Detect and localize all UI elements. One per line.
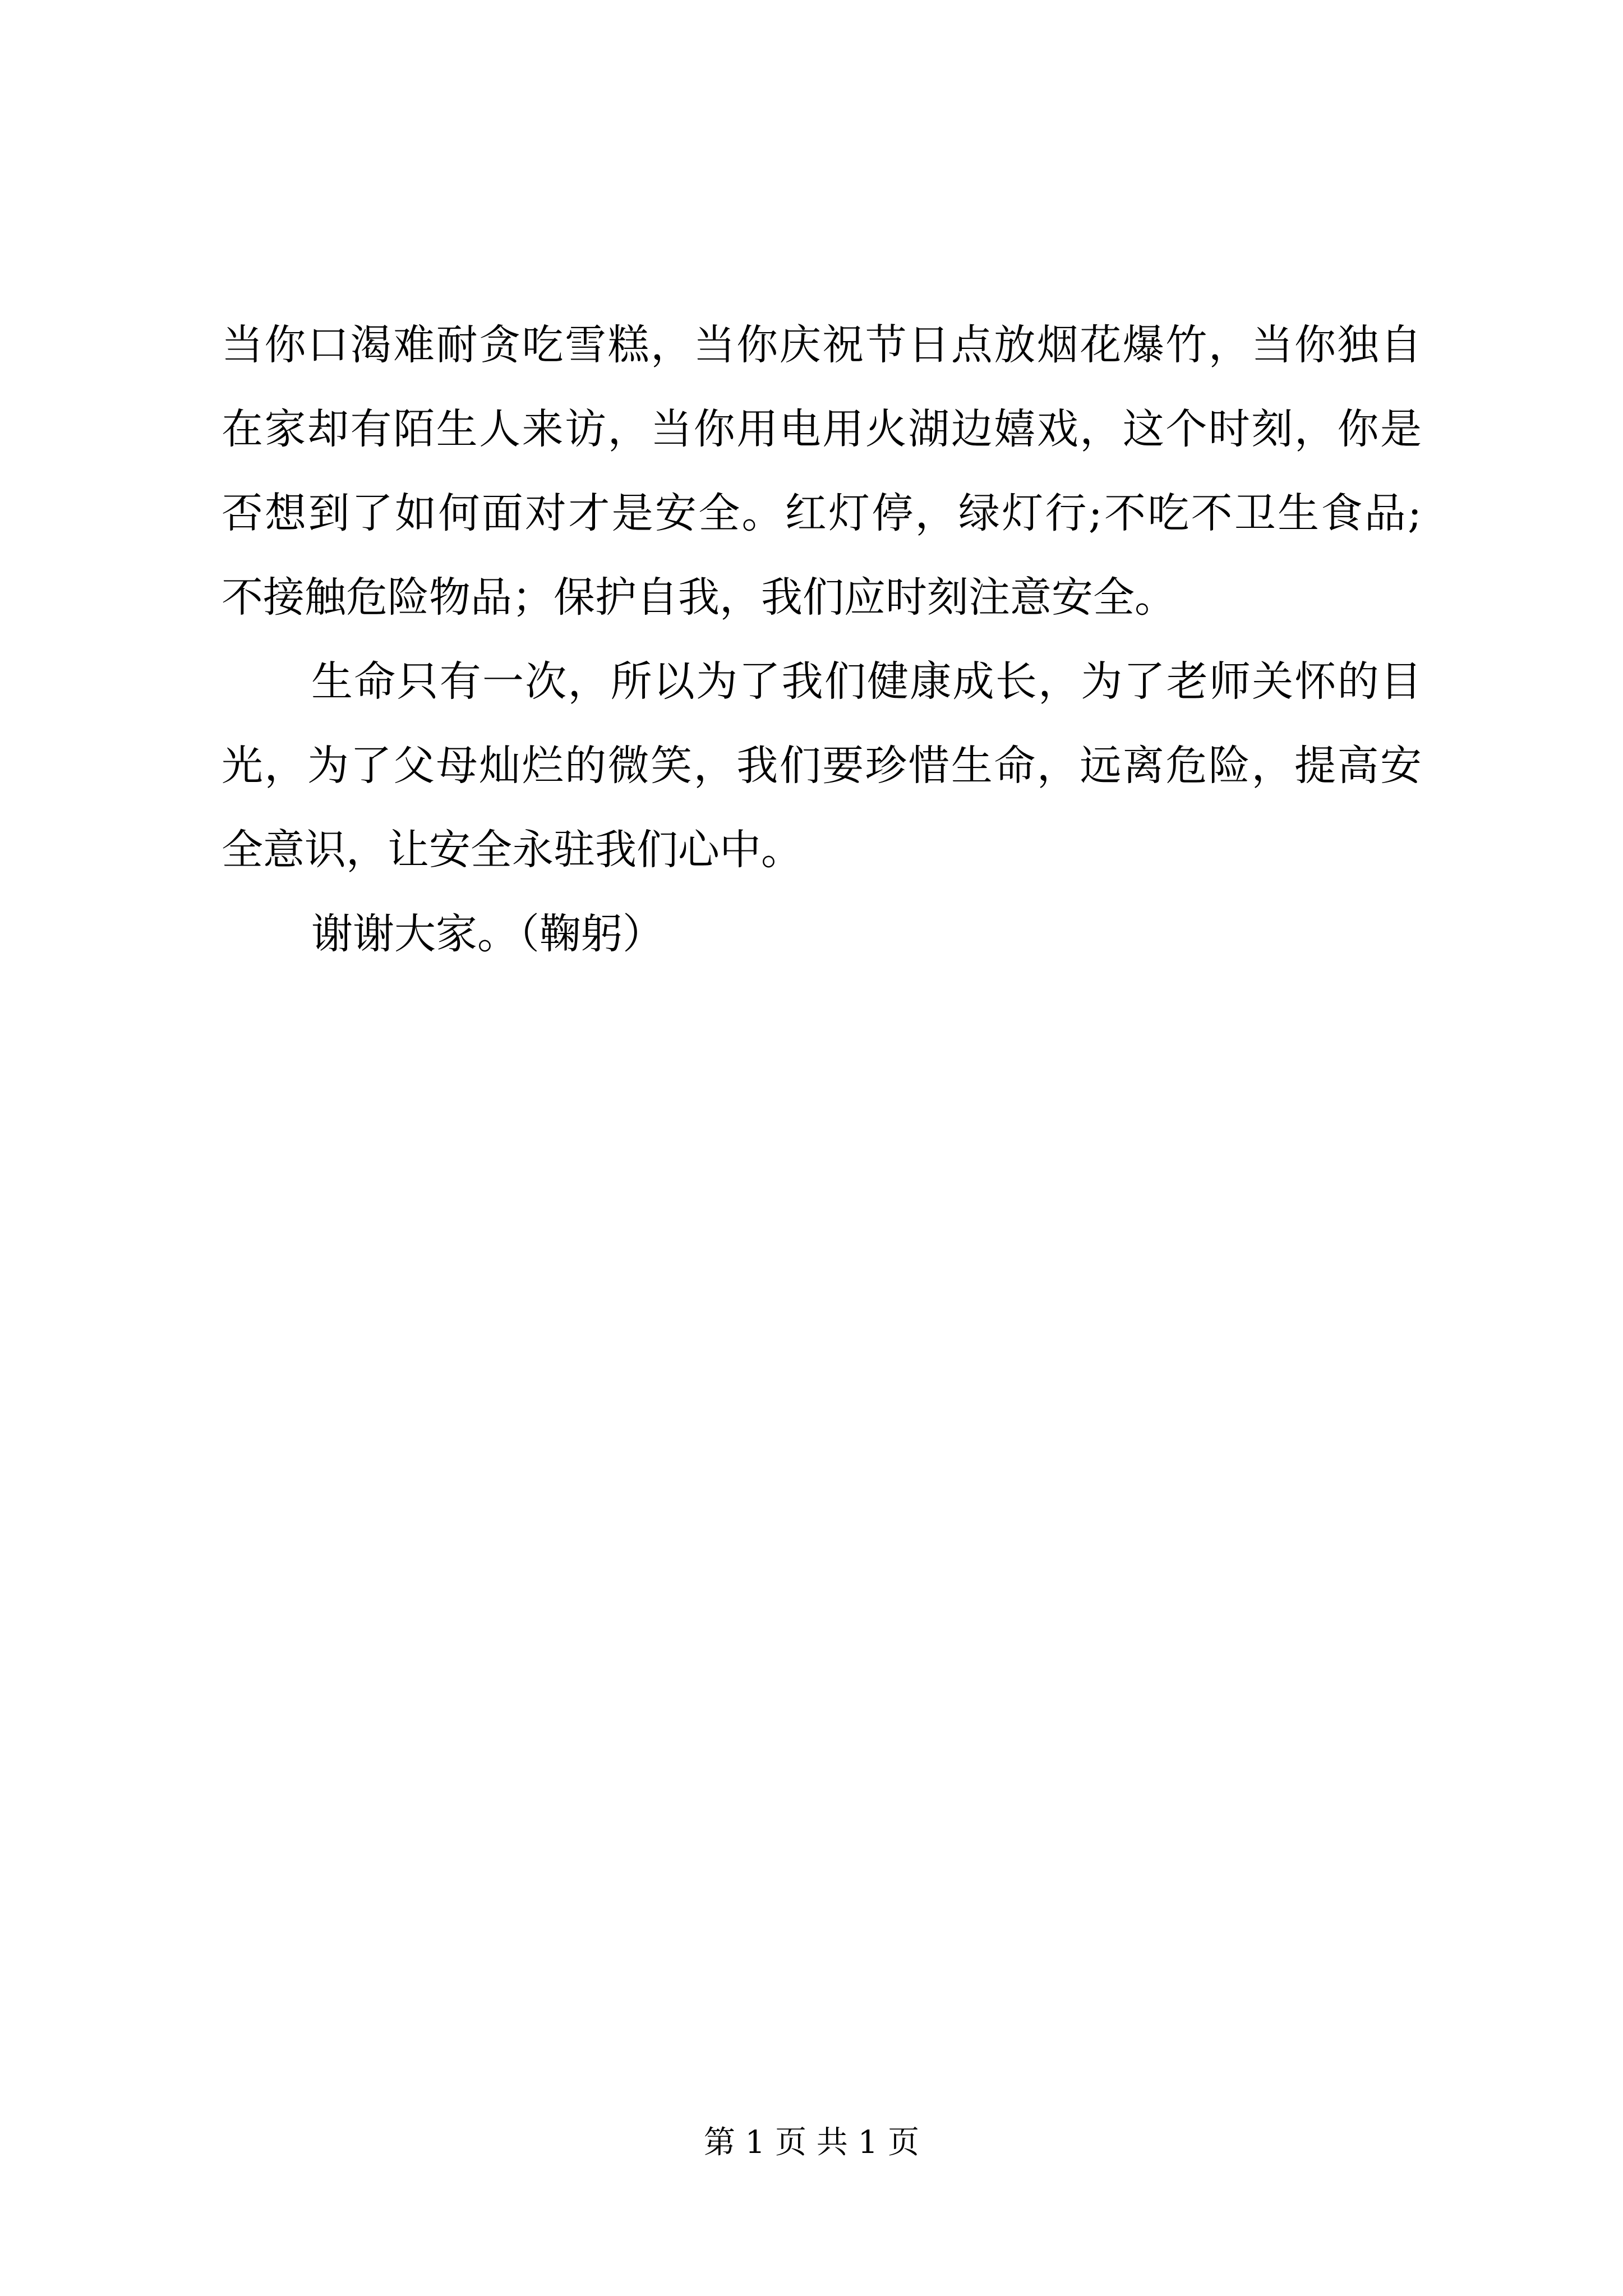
document-body <box>222 303 1422 976</box>
paragraph-1-line-2: 在家却有陌生人来访，当你用电用火湖边嬉戏，这个时刻，你是 <box>222 405 1422 453</box>
paragraph-2-line-1: 生命只有一次，所以为了我们健康成长，为了老师关怀的目 <box>311 657 1422 706</box>
paragraph-2-line-2: 光，为了父母灿烂的微笑，我们要珍惜生命，远离危险，提高安 <box>222 742 1422 790</box>
paragraph-3-line-1: 谢谢大家。（鞠躬） <box>311 910 664 958</box>
page-footer <box>0 2120 1623 2165</box>
page-number-label: 第 1 页 共 1 页 <box>703 2124 920 2161</box>
paragraph-1-line-1: 当你口渴难耐贪吃雪糕，当你庆祝节日点放烟花爆竹，当你独自 <box>222 321 1422 369</box>
paragraph-1-line-4: 不接触危险物品；保护自我，我们应时刻注意安全。 <box>222 573 1176 622</box>
paragraph-2-line-3: 全意识，让安全永驻我们心中。 <box>222 826 803 874</box>
paragraph-1-line-3: 否想到了如何面对才是安全。红灯停，绿灯行;不吃不卫生食品; <box>222 489 1422 537</box>
